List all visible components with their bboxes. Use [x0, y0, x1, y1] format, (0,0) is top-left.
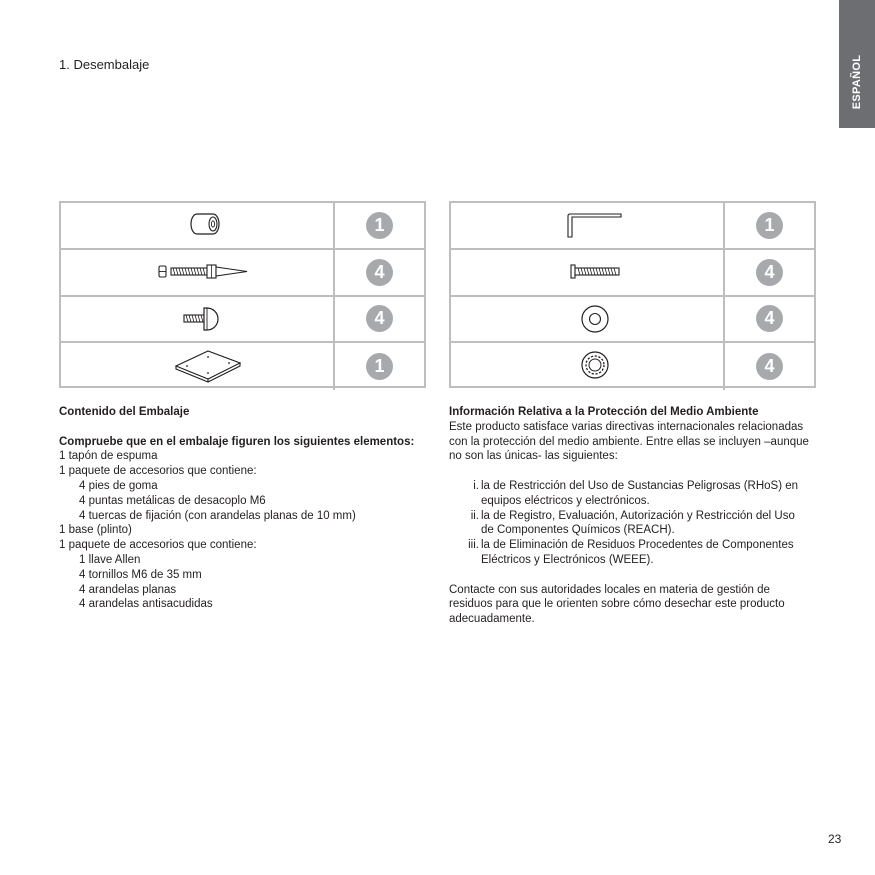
rubber-foot-icon: [61, 297, 333, 342]
contents-line: 1 base (plinto): [59, 524, 132, 537]
page-number: 23: [828, 832, 842, 846]
environment-heading: Información Relativa a la Protección del Medio Ambiente: [449, 406, 759, 418]
base-plinth-icon: [61, 343, 333, 388]
foam-plug-icon: [61, 203, 333, 248]
quantity-badge: 4: [366, 305, 393, 332]
environment-intro: Este producto satisface varias directivas internacionales relacionadas con la protección del medio ambiente. Entre ellas se incluyen –aunque no son las únicas- las siguientes:: [449, 420, 809, 463]
allen-key-icon: [451, 203, 723, 248]
parts-row-plain-washer: [451, 297, 814, 344]
contents-column: [59, 405, 419, 612]
contents-line: 4 arandelas planas: [79, 583, 177, 596]
directive-item: [469, 479, 809, 509]
language-tab: [839, 0, 875, 128]
environment-column: [449, 405, 809, 627]
contents-heading: Contenido del Embalaje: [59, 406, 190, 418]
parts-row-base-plinth: [61, 343, 424, 390]
quantity-badge: 4: [366, 259, 393, 286]
language-tab-label: ESPAÑOL: [851, 54, 863, 110]
right-parts-table: [449, 201, 816, 388]
quantity-badge: 4: [756, 259, 783, 286]
quantity-badge: 1: [366, 212, 393, 239]
parts-row-decoupling-spike: [61, 250, 424, 297]
quantity-badge: 4: [756, 353, 783, 380]
contents-line: 4 pies de goma: [79, 479, 158, 492]
contents-subheading: Compruebe que en el embalaje figuren los siguientes elementos:: [59, 435, 415, 448]
directive-text: la de Eliminación de Residuos Procedentes de Componentes Eléctricos y Electrónicos (WEEE).: [481, 539, 794, 566]
quantity-badge: 1: [756, 212, 783, 239]
parts-row-foam-plug: [61, 203, 424, 250]
contents-line: 1 llave Allen: [79, 553, 141, 566]
parts-row-rubber-foot: [61, 297, 424, 344]
left-parts-table: [59, 201, 426, 388]
contents-list: [59, 449, 419, 612]
m6-bolt-icon: [451, 250, 723, 295]
directive-item: [469, 538, 809, 568]
anti-vibration-washer-icon: [451, 343, 723, 388]
contents-line: 1 tapón de espuma: [59, 450, 158, 463]
directive-number: ii.: [470, 509, 479, 522]
directive-text: la de Restricción del Uso de Sustancias Peligrosas (RHoS) en equipos eléctricos y electrónicos.: [481, 479, 799, 507]
directive-text: la de Registro, Evaluación, Autorización y Restricción del Uso de Componentes Químicos (REACH).: [481, 509, 795, 537]
contents-line: 1 paquete de accesorios que contiene:: [59, 465, 257, 478]
parts-row-anti-vibration-washer: [451, 343, 814, 390]
contents-line: 4 arandelas antisacudidas: [79, 598, 213, 611]
contents-line: 1 paquete de accesorios que contiene:: [59, 539, 257, 552]
quantity-badge: 4: [756, 305, 783, 332]
directive-number: iii.: [468, 539, 479, 552]
quantity-badge: 1: [366, 353, 393, 380]
plain-washer-icon: [451, 297, 723, 342]
contents-line: 4 tuercas de fijación (con arandelas planas de 10 mm): [79, 509, 356, 522]
directives-list: [449, 479, 809, 568]
parts-row-allen-key: [451, 203, 814, 250]
directive-item: [469, 509, 809, 539]
decoupling-spike-icon: [61, 250, 333, 295]
parts-row-m6-bolt: [451, 250, 814, 297]
contents-line: 4 puntas metálicas de desacoplo M6: [79, 494, 266, 507]
directive-number: i.: [473, 479, 479, 492]
environment-closing: Contacte con sus autoridades locales en materia de gestión de residuos para que le orienten sobre cómo desechar este producto adecuadamente.: [449, 583, 785, 626]
section-heading: 1. Desembalaje: [59, 57, 150, 72]
contents-line: 4 tornillos M6 de 35 mm: [79, 568, 202, 581]
